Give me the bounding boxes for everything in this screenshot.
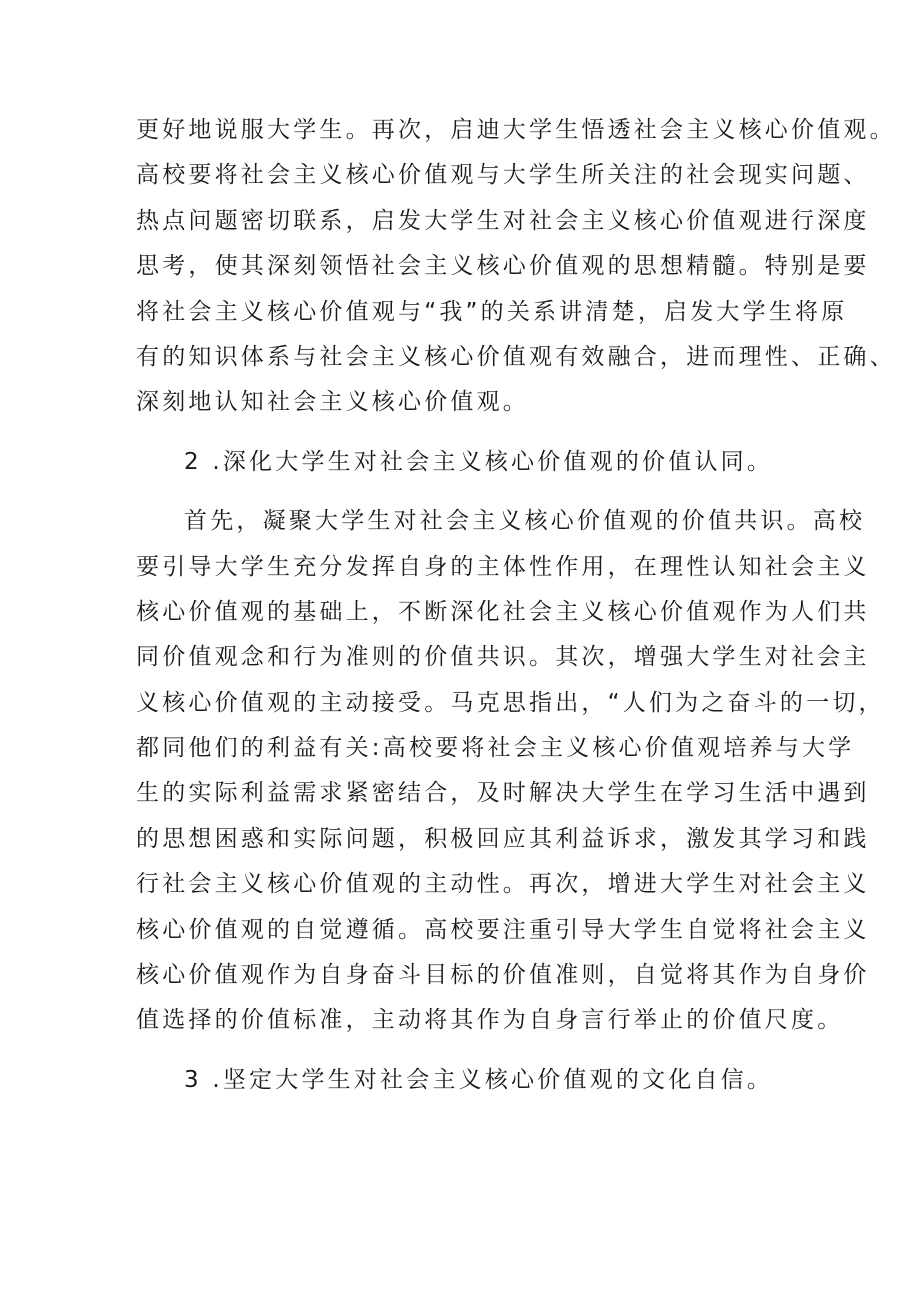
paragraph-line: 有的知识体系与社会主义核心价值观有效融合，进而理性、正确、 — [136, 343, 896, 370]
paragraph-line: 思考，使其深刻领悟社会主义核心价值观的思想精髓。特别是要 — [136, 253, 870, 280]
paragraph-2 — [136, 499, 885, 1044]
section-heading-2: 2 .深化大学生对社会主义核心价值观的价值认同。 — [184, 448, 774, 475]
paragraph-line: 热点问题密切联系，启发大学生对社会主义核心价值观进行深度 — [136, 207, 870, 234]
paragraph-line: 要引导大学生充分发挥自身的主体性作用，在理性认知社会主义 — [136, 553, 870, 580]
section-heading-3: 3 .坚定大学生对社会主义核心价值观的文化自信。 — [184, 1066, 774, 1093]
paragraph-line: 核心价值观作为自身奋斗目标的价值准则，自觉将其作为自身价 — [136, 962, 870, 989]
paragraph-line: 深刻地认知社会主义核心价值观。 — [136, 389, 529, 416]
paragraph-line: 核心价值观的自觉遵循。高校要注重引导大学生自觉将社会主义 — [136, 916, 870, 943]
paragraph-line: 的思想困惑和实际问题，积极回应其利益诉求，激发其学习和践 — [136, 825, 870, 852]
paragraph-line: 义核心价值观的主动接受。马克思指出，“人们为之奋斗的一切， — [136, 689, 885, 716]
paragraph-line: 首先，凝聚大学生对社会主义核心价值观的价值共识。高校 — [184, 508, 866, 535]
paragraph-line: 更好地说服大学生。再次，启迪大学生悟透社会主义核心价值观。 — [136, 117, 896, 143]
paragraph-line: 高校要将社会主义核心价值观与大学生所关注的社会现实问题、 — [136, 162, 870, 189]
paragraph-line: 生的实际利益需求紧密结合，及时解决大学生在学习生活中遇到 — [136, 780, 870, 807]
paragraph-line: 都同他们的利益有关:高校要将社会主义核心价值观培养与大学 — [136, 735, 855, 762]
paragraph-line: 同价值观念和行为准则的价值共识。其次，增强大学生对社会主 — [136, 644, 870, 671]
paragraph-line: 行社会主义核心价值观的主动性。再次，增进大学生对社会主义 — [136, 871, 870, 898]
paragraph-line: 核心价值观的基础上，不断深化社会主义核心价值观作为人们共 — [136, 598, 870, 625]
document-body — [136, 108, 896, 1103]
paragraph-line: 将社会主义核心价值观与“我”的关系讲清楚，启发大学生将原 — [136, 298, 848, 325]
paragraph-1 — [136, 108, 896, 426]
paragraph-line: 值选择的价值标准，主动将其作为自身言行举止的价值尺度。 — [136, 1007, 844, 1034]
